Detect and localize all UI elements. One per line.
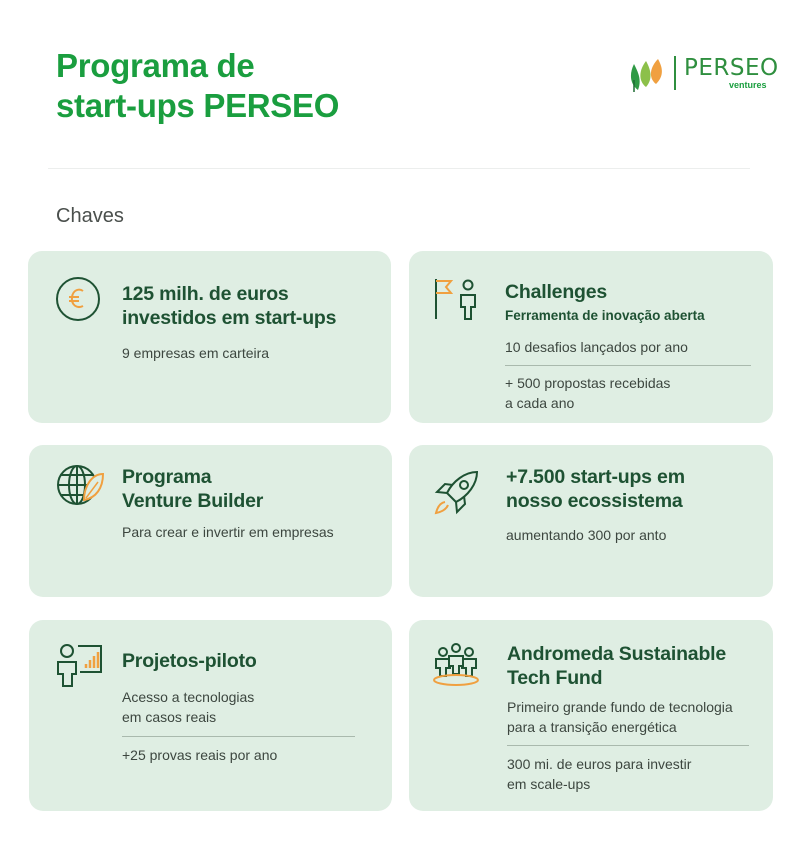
card-title: Programa Venture Builder	[122, 466, 264, 512]
card-separator	[505, 365, 751, 366]
card-title: Projetos-piloto	[122, 650, 257, 672]
euro-icon	[54, 275, 102, 323]
section-title: Chaves	[56, 205, 124, 227]
card-title: +7.500 start-ups em nosso ecossistema	[506, 466, 685, 512]
card-title: Andromeda Sustainable Tech Fund	[507, 643, 727, 689]
card-ecosystem	[409, 445, 773, 597]
card-investment	[28, 251, 391, 423]
logo-name: PERSEO	[684, 55, 779, 81]
card-text: 9 empresas em carteira	[122, 345, 270, 361]
card-text: +25 provas reais por ano	[122, 747, 278, 763]
leaf-drops-logo-icon	[626, 54, 670, 94]
logo-divider	[674, 56, 676, 90]
page-title	[56, 46, 476, 126]
card-text: 300 mi. de euros para investir em scale-ups	[507, 756, 692, 792]
card-text: 10 desafios lançados por ano	[505, 339, 688, 355]
card-andromeda-fund	[409, 620, 773, 811]
card-text: Acesso a tecnologias em casos reais	[122, 689, 255, 725]
card-pilot-projects	[29, 620, 392, 811]
logo-subtitle: ventures	[729, 80, 767, 90]
card-separator	[507, 745, 749, 746]
card-text: + 500 propostas recebidas a cada ano	[505, 375, 671, 411]
page-title-line1: Programa de	[56, 47, 255, 84]
globe-leaf-icon	[56, 462, 106, 508]
flag-person-icon	[433, 277, 479, 323]
team-icon	[431, 642, 481, 688]
header-divider	[48, 168, 750, 169]
card-title: 125 milh. de euros investidos em start-ups	[122, 283, 337, 329]
card-text: Primeiro grande fundo de tecnologia para a transição energética	[507, 699, 733, 735]
page-title-line2: start-ups PERSEO	[56, 87, 340, 124]
rocket-icon	[431, 469, 481, 517]
card-text: aumentando 300 por anto	[506, 527, 667, 543]
card-text: Para crear e invertir em empresas	[122, 524, 334, 540]
perseo-logo	[626, 54, 779, 96]
card-subtitle: Ferramenta de inovação aberta	[505, 308, 705, 323]
card-separator	[122, 736, 355, 737]
card-challenges	[409, 251, 773, 423]
person-chart-icon	[56, 642, 104, 688]
card-venture-builder	[29, 445, 392, 597]
card-title: Challenges	[505, 281, 608, 303]
